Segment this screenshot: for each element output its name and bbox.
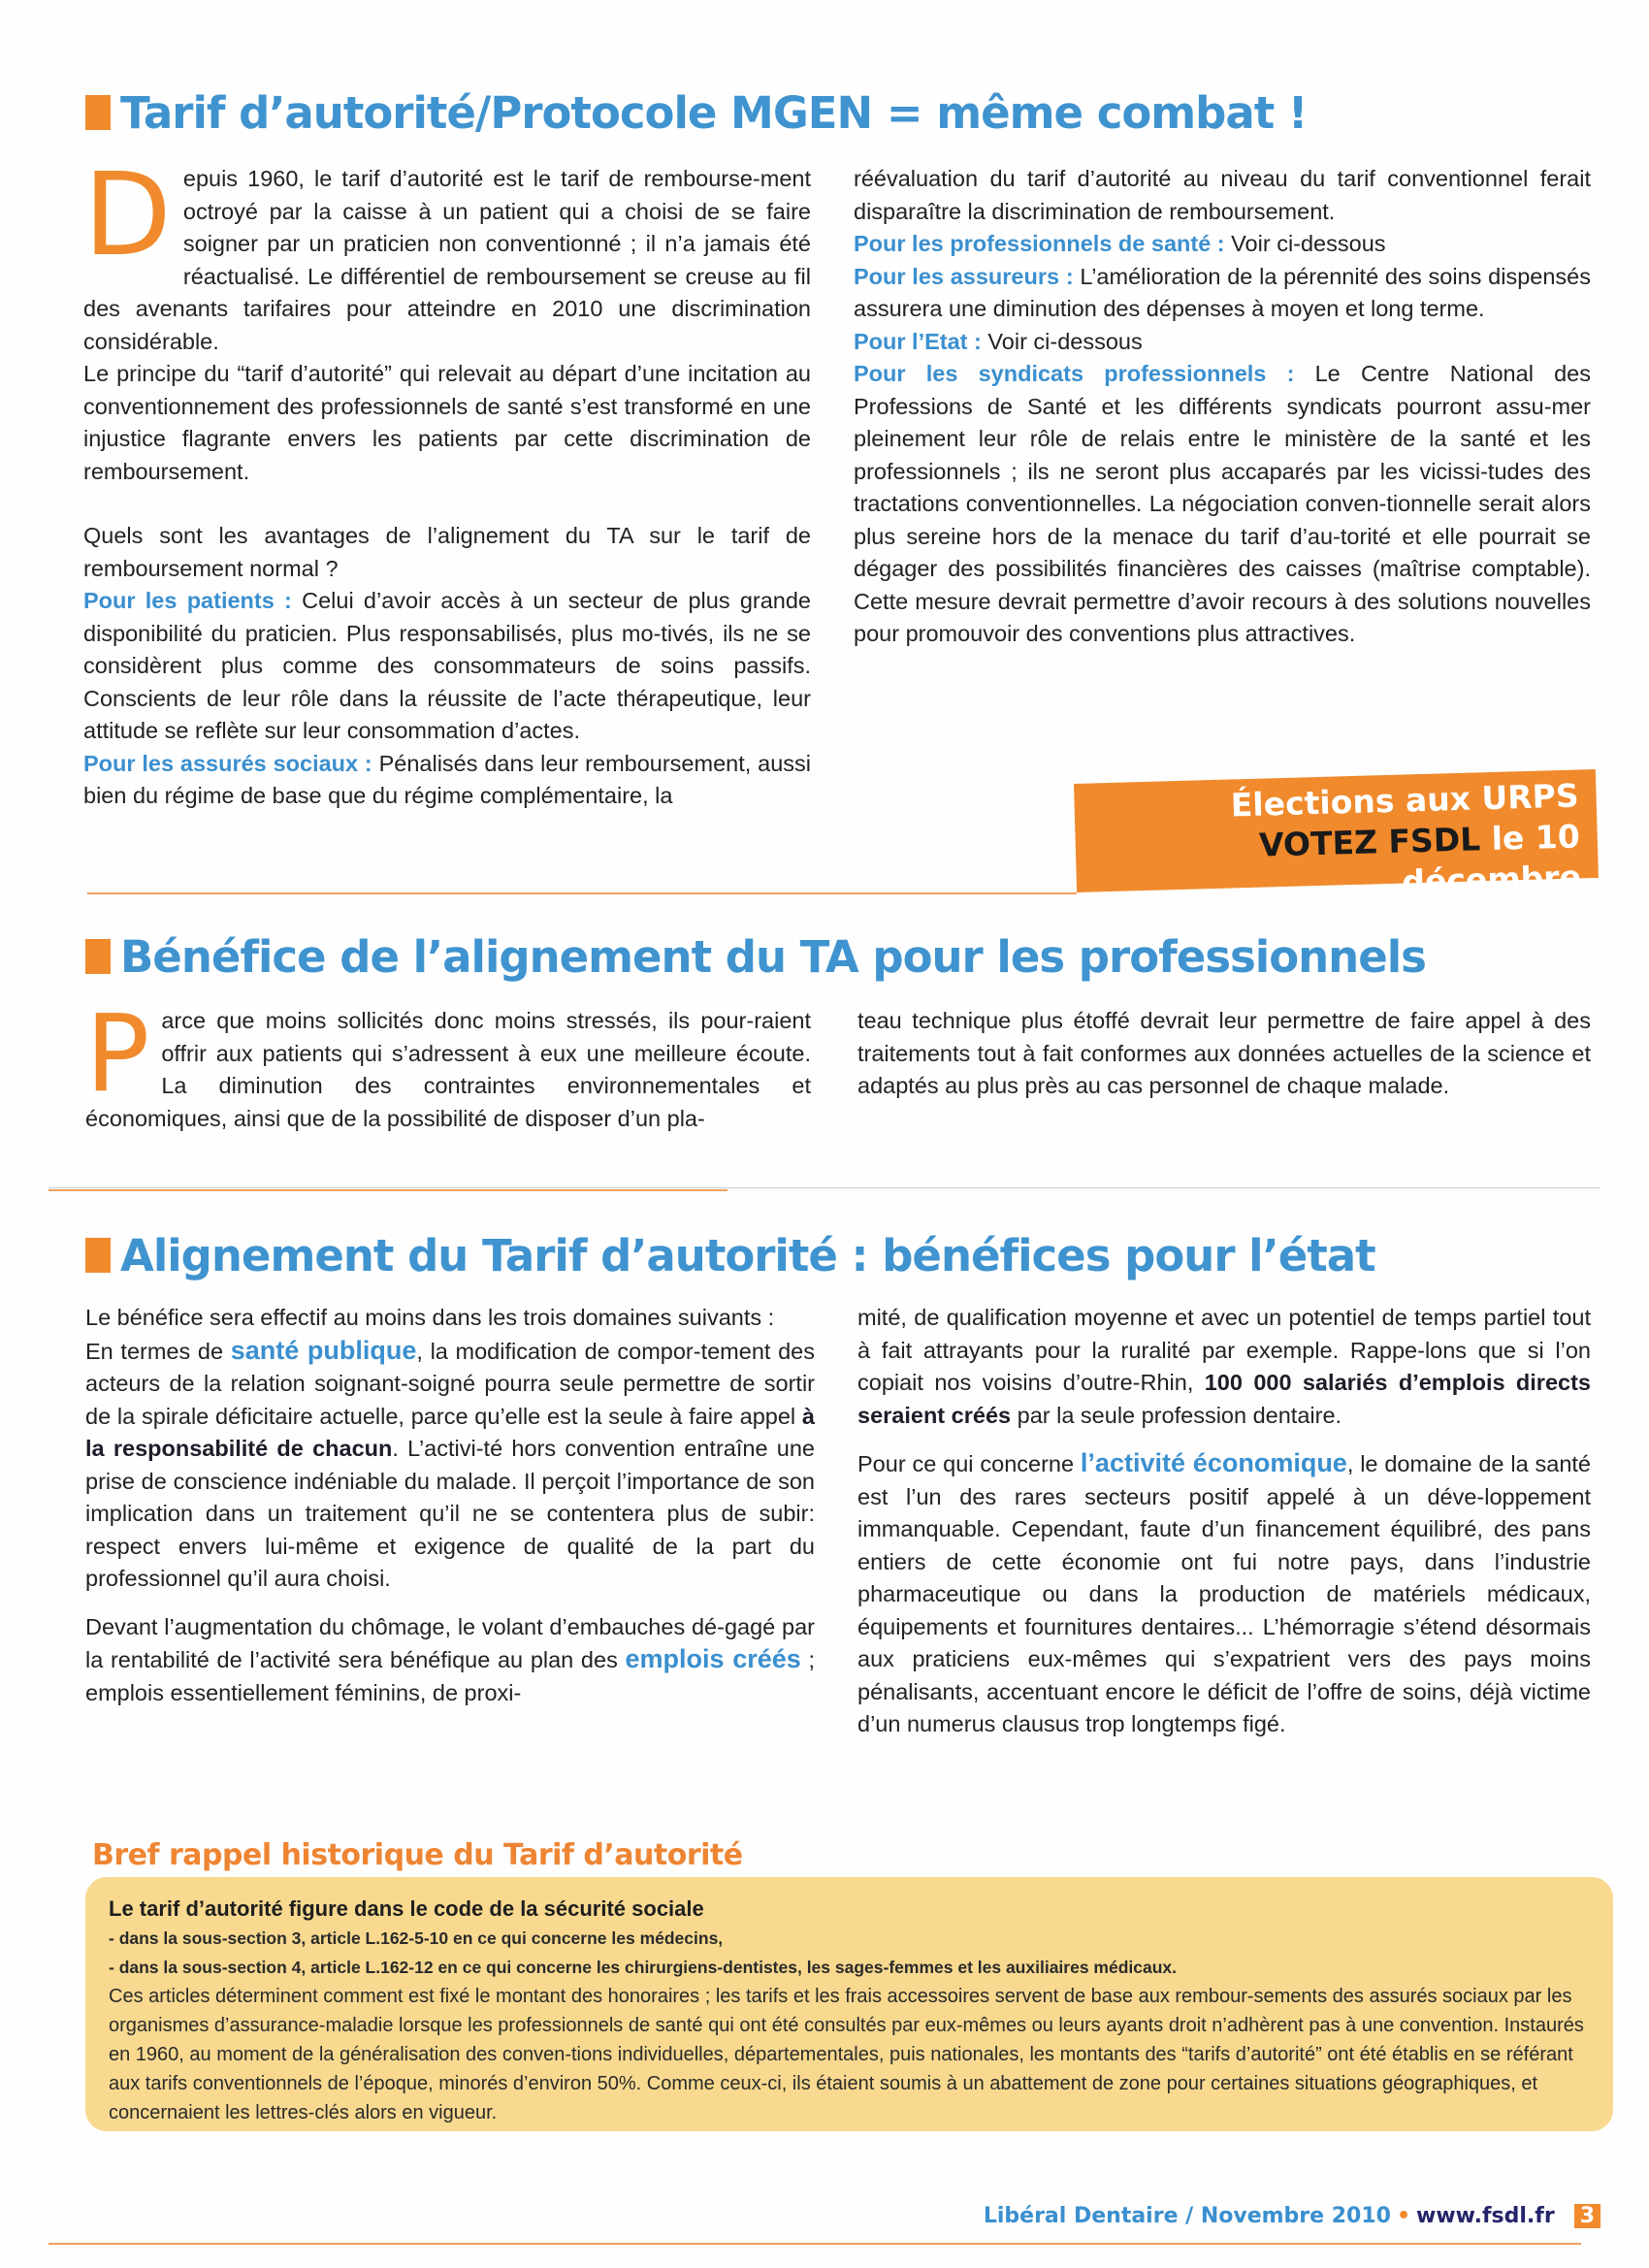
assureurs-label: Pour les assureurs :: [854, 263, 1074, 289]
section2-left-column: Parce que moins sollicités donc moins stressés, ils pour-raient offrir aux patients qui s’adressent à eux une meilleure écoute. La diminution des contraintes environnementales et économiques, ainsi que de la possibilité de disposer d’un pla-: [85, 991, 811, 1131]
intro-paragraph: Depuis 1960, le tarif d’autorité est le tarif de rembourse-ment octroyé par la caisse à un patient qui a choisi de se faire soigner par un praticien non conventionné ; il n’a jamais été réactualisé. Le différentiel de remboursement se creuse au fil des avenants tarifaires pour atteindre en 2010 une discrimination considérable.: [83, 147, 811, 354]
etat-label: Pour l’Etat :: [854, 328, 982, 354]
history-body: Ces articles déterminent comment est fixé le montant des honoraires ; les tarifs et les frais accessoires servent de base aux rembour-sements des assurés sociaux par les organismes d’assurance-maladie lorsque les professionnels de santé qui ont été consultés par eux-mêmes ou leurs ayants droit n’adhèrent pas à une convention. Instaurés en 1960, au moment de la généralisation des conven-tions individuelles, départementales, puis nationales, les montants des “tarifs d’autorité” ont été établis en se référant aux tarifs conventionnels de l’époque, minorés d’environ 50%. Comme ceux-ci, ils étaient soumis à un abattement de zone pour certaines situations géographiques, et concernaient les lettres-clés alors en vigueur.: [109, 1986, 1584, 2123]
banner-line1: Élections aux URPS: [1230, 776, 1580, 825]
section-title-text: Tarif d’autorité/Protocole MGEN = même combat !: [120, 87, 1308, 139]
assures-paragraph: Pour les assurés sociaux : Pénalisés dans leur remboursement, aussi bien du régime de base que du régime complémentaire, la: [83, 750, 811, 808]
history-title: Bref rappel historique du Tarif d’autorité: [92, 1838, 743, 1872]
syndicats-label: Pour les syndicats professionnels :: [854, 361, 1295, 386]
page-number: 3: [1574, 2204, 1600, 2228]
orange-square-bullet-icon: [85, 95, 111, 130]
patients-label: Pour les patients :: [83, 588, 292, 613]
section-title-benefices-etat: Alignement du Tarif d’autorité : bénéfices pour l’état: [85, 1230, 1375, 1281]
patients-paragraph: Pour les patients : Celui d’avoir accès à un secteur de plus grande disponibilité du praticien. Plus responsabilisés, plus mo-tivés, ils ne se considèrent plus comme des consommateurs de soins passifs. Conscients de leur rôle dans la réussite de l’acte thérapeutique, leur attitude se reflète sur leur consommation d’actes.: [83, 588, 811, 743]
history-item-2: - dans la sous-section 4, article L.162-12 en ce qui concerne les chirurgiens-dentistes, les sages-femmes et les auxiliaires médicaux.: [109, 1958, 1178, 1977]
page-fold-line: [48, 1187, 1600, 1188]
orange-square-bullet-icon: [85, 939, 111, 974]
keyword-emplois-crees: emplois créés: [625, 1644, 801, 1673]
section2-right-column: teau technique plus étoffé devrait leur permettre de faire appel à des traitements tout à fait conformes aux données actuelles de la science et adaptés au plus près au cas personnel de chaque malade.: [857, 1008, 1591, 1098]
section3-right-column: mité, de qualification moyenne et avec un potentiel de temps partiel tout à fait attrayants pour la ruralité par exemple. Rappe-lons que si l’on copiait nos voisins d’outre-Rhin, 100 000 salariés d’emplois directs seraient créés par la seule profession dentaire. Pour ce qui concerne l’activité économique, le domaine de la santé est l’un des rares secteurs positif appelé à un déve-loppement immanquable. Cependant, faute d’un financement équilibré, des pans entiers de cette économie ont fui notre pays, dans l’industrie pharmaceutique ou dans la production de matériels médicaux, équipements et fournitures dentaires... L’hémorragie s’étend désormais aux praticiens eux-mêmes qui s’expatrient vers des pays moins pénalisants, accentuant encore le déficit de l’offre de soins, déjà victime d’un numerus clausus trop longtemps figé.: [857, 1305, 1591, 1736]
keyword-activite-economique: l’activité économique: [1080, 1448, 1347, 1477]
section-divider: [87, 892, 1077, 894]
history-item-1: - dans la sous-section 3, article L.162-5-10 en ce qui concerne les médecins,: [109, 1928, 724, 1948]
assures-label: Pour les assurés sociaux :: [83, 750, 372, 776]
dropcap-d: D: [83, 147, 172, 281]
history-box: [85, 1877, 1613, 2131]
question-paragraph: Quels sont les avantages de l’alignement du TA sur le tarif de remboursement normal ?: [83, 523, 811, 581]
professionnels-label: Pour les professionnels de santé :: [854, 231, 1225, 256]
reevaluation-paragraph: réévaluation du tarif d’autorité au niveau du tarif conventionnel ferait disparaître la discrimination de remboursement.: [854, 166, 1591, 224]
section-title-benefice-professionnels: Bénéfice de l’alignement du TA pour les professionnels: [85, 931, 1426, 983]
website-link[interactable]: www.fsdl.fr: [1416, 2204, 1555, 2228]
history-heading: Le tarif d’autorité figure dans le code de la sécurité sociale: [109, 1896, 704, 1921]
magazine-issue: Libéral Dentaire / Novembre 2010: [983, 2204, 1391, 2228]
keyword-sante-publique: santé publique: [230, 1335, 417, 1365]
banner-line2: VOTEZ FSDL le 10 décembre: [1258, 817, 1582, 901]
footer-rule: [48, 2243, 1581, 2245]
professionnels-paragraph: Pour les professionnels de santé : Voir ci-dessous: [854, 231, 1386, 256]
section1-left-column: [83, 147, 811, 813]
syndicats-paragraph: Pour les syndicats professionnels : Le Centre National des Professions de Santé et les différents syndicats pourront assu-mer pleinement leur rôle de relais entre le ministère de la santé et les professionnels ; ils ne seront plus accaparés par les vicissi-tudes des tractations conventionnelles. La négociation conven-tionnelle serait alors plus sereine hors de la menace du tarif d’au-torité et elle pourrait se dégager des possibilités financières des caisses (maîtrise comptable). Cette mesure devrait permettre d’avoir recours à des solutions nouvelles pour promouvoir des conventions plus attractives.: [854, 361, 1592, 646]
principle-paragraph: Le principe du “tarif d’autorité” qui relevait au départ d’une incitation au conventionnement des professionnels de santé s’est transformé en une injustice flagrante envers les patients par cette discrimination de remboursement.: [83, 361, 811, 484]
orange-square-bullet-icon: [85, 1238, 111, 1273]
page-footer: [970, 2204, 1600, 2243]
section1-right-column: [854, 163, 1591, 651]
section-divider: [48, 1189, 728, 1191]
etat-paragraph: Pour l’Etat : Voir ci-dessous: [854, 328, 1143, 354]
elections-banner: [1074, 769, 1599, 901]
assureurs-paragraph: Pour les assureurs : L’amélioration de la pérennité des soins dispensés assurera une diminution des dépenses à moyen et long terme.: [854, 263, 1592, 321]
bullet-icon: •: [1396, 2204, 1411, 2228]
section3-left-column: Le bénéfice sera effectif au moins dans les trois domaines suivants : En termes de santé publique, la modification de compor-tement des acteurs de la relation soignant-soigné pourra seule permettre de sortir de la spirale déficitaire actuelle, parce qu’elle est la seule à faire appel à la responsabilité de chacun. L’activi-té hors convention entraîne une prise de conscience indéniable du malade. Il perçoit l’importance de son implication dans un traitement qu’il ne se contentera plus de subir: respect envers lui-même et exigence de qualité de la part du professionnel qu’il aura choisi. Devant l’augmentation du chômage, le volant d’embauches dé-gagé par la rentabilité de l’activité sera bénéfique au plan des emplois créés ; emplois essentiellement féminins, de proxi-: [85, 1305, 815, 1705]
section-title-tarif-protocole: [85, 87, 1307, 139]
dropcap-p: P: [85, 991, 150, 1116]
